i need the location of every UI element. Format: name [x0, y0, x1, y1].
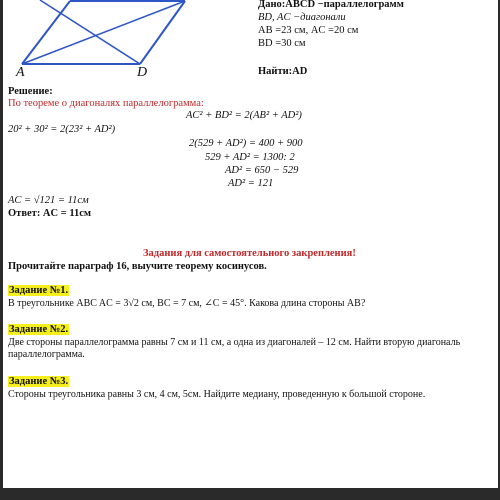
equation-7: AC = √121 = 11см	[8, 195, 89, 206]
tasks-heading: Задания для самостоятельного закрепления!	[143, 248, 356, 259]
task-3-title	[8, 376, 69, 388]
tasks-instruction: Прочитайте параграф 16, выучите теорему косинусов.	[8, 261, 267, 272]
vertex-label-a: A	[16, 65, 25, 80]
equation-2: 20² + 30² = 2(23² + AD²)	[8, 124, 116, 135]
answer-line: Ответ: AC = 11см	[8, 208, 92, 219]
given-line-4: BD =30 см	[258, 38, 306, 49]
theorem-line: По теореме о диагоналях параллелограмма:	[8, 98, 204, 109]
task-2-title	[8, 324, 69, 336]
given-line-3: AB =23 см, AC =20 см	[258, 25, 359, 36]
task-1-text: В треугольнике ABC AC = 3√2 см, BC = 7 см, ∠C = 45°. Какова длина стороны AB?	[8, 298, 366, 309]
task-1-title	[8, 285, 69, 297]
given-line-2: BD, AC −диагонали	[258, 12, 346, 23]
diagonal-bd	[40, 0, 140, 64]
task-3-text: Стороны треугольника равны 3 см, 4 см, 5см. Найдите медиану, проведенную к большой стороне.	[8, 389, 426, 400]
bottom-frame-border	[0, 488, 500, 500]
equation-5: AD² = 650 − 529	[225, 165, 299, 176]
parallelogram-figure	[0, 0, 230, 82]
solution-heading: Решение:	[8, 86, 53, 97]
task-2-text: Две стороны параллелограмма равны 7 см и 11 см, а одна из диагоналей – 12 см. Найти вторую диагональ параллелограмма.	[8, 337, 461, 360]
equation-6: AD² = 121	[228, 178, 274, 189]
equation-3: 2(529 + AD²) = 400 + 900	[189, 138, 303, 149]
given-line-1: Дано:ABCD −параллелограмм	[258, 0, 404, 10]
equation-1: AC² + BD² = 2(AB² + AD²)	[186, 110, 302, 121]
task-3-title-highlight: Задание №3.	[9, 376, 69, 387]
equation-4: 529 + AD² = 1300: 2	[205, 152, 295, 163]
vertex-label-d: D	[137, 65, 148, 80]
task-2-title-highlight: Задание №2.	[9, 324, 69, 335]
task-1-title-highlight: Задание №1.	[9, 285, 69, 296]
find-label: Найти:AD	[258, 66, 308, 77]
